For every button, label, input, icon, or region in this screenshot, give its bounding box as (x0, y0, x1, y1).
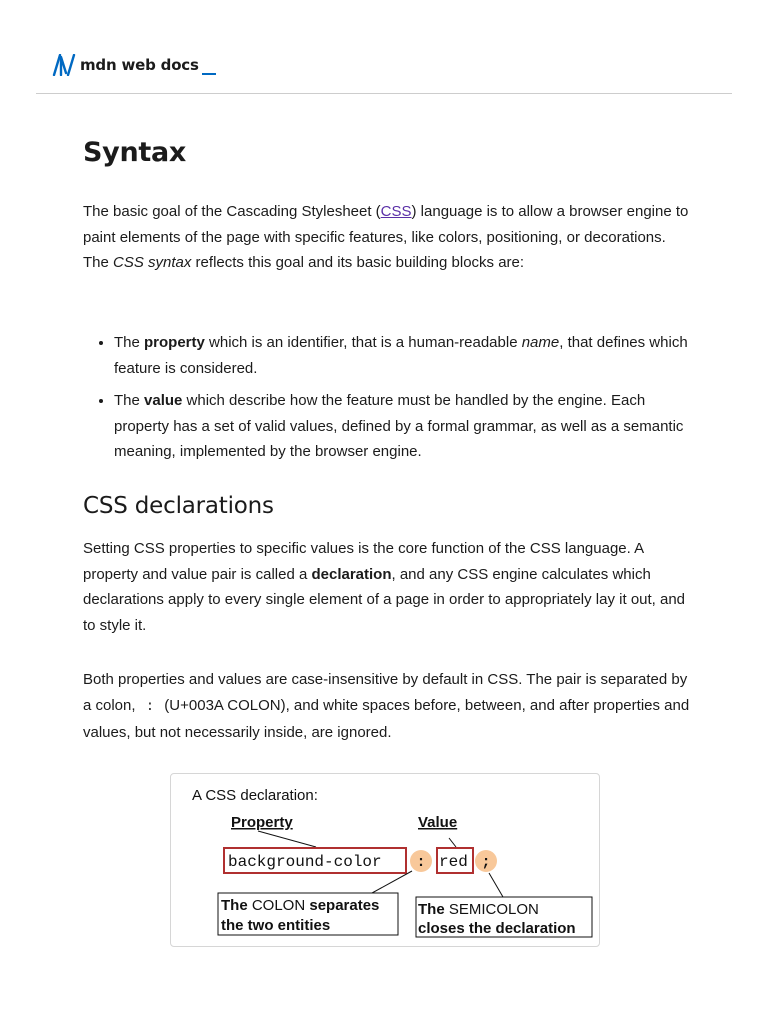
para-text: (U+003A COLON), and white spaces before, between, and after properties and values, but not necessarily inside, are ignored. (83, 696, 690, 742)
para-text: Setting CSS properties to specific values is the core function of the CSS language. A property and value pair is called a (83, 540, 644, 583)
page-title: Syntax (83, 137, 187, 168)
list-text: The (114, 392, 145, 410)
colon-code: : (145, 698, 155, 715)
colon-note-pointer (372, 871, 412, 893)
logo-text: mdn web docs (80, 56, 199, 74)
semicolon-note-pointer (489, 873, 503, 897)
term-declaration: declaration (311, 565, 392, 583)
header-divider (36, 93, 732, 94)
intro-text: The basic goal of the Cascading Stylesheet ( (83, 203, 381, 220)
mdn-logo[interactable] (52, 53, 216, 77)
intro-text: reflects this goal and its basic building blocks are: (191, 254, 525, 272)
list-text: which is an identifier, that is a human-readable (204, 334, 522, 351)
declarations-paragraph (83, 536, 693, 638)
semicolon-note-line1: The SEMICOLON (418, 901, 539, 918)
para-text: , and any CSS engine calculates which declarations apply to every single element of a page in order to appropriately lay it out, and to style it. (83, 565, 686, 634)
property-label: Property (231, 814, 293, 831)
colon-glyph: : (416, 854, 426, 871)
colon-note-line1: The COLON separates (221, 897, 380, 914)
list-text: , that defines which feature is considered. (114, 334, 688, 377)
colon-note-line2: the two entities (221, 917, 331, 934)
list-item-property (114, 330, 693, 381)
section-heading-declarations: CSS declarations (83, 493, 274, 519)
semicolon-note-line2: closes the declaration (418, 920, 576, 937)
list-text: The (114, 334, 145, 351)
mdn-logo-icon (52, 54, 76, 76)
value-label: Value (418, 814, 458, 831)
case-insensitive-paragraph (83, 667, 693, 746)
css-declaration-diagram (170, 773, 600, 947)
value-pointer (449, 838, 456, 847)
para-text: Both properties and values are case-insensitive by default in CSS. The pair is separated by a colon, (83, 671, 688, 714)
term-name: name (521, 334, 560, 351)
property-pointer (258, 831, 316, 847)
intro-paragraph (83, 199, 693, 276)
diagram-caption: A CSS declaration: (192, 787, 318, 804)
property-code: background-color (228, 853, 382, 871)
css-link[interactable]: CSS (380, 203, 412, 220)
logo-cursor (202, 73, 216, 75)
value-code: red (439, 853, 468, 871)
term-property: property (144, 334, 205, 351)
list-item-value (114, 388, 693, 465)
site-header (0, 0, 768, 94)
building-blocks-list (83, 330, 693, 472)
list-text: which describe how the feature must be handled by the engine. Each property has a set of valid values, defined by a formal grammar, as well as a semantic meaning, implemented by the browser engine. (114, 392, 684, 461)
intro-emphasis: CSS syntax (113, 254, 192, 272)
intro-text: ) language is to allow a browser engine to paint elements of the page with specific features, like colors, positioning, or decorations. The (83, 203, 689, 272)
diagram-svg (171, 774, 599, 946)
semicolon-glyph: ; (481, 854, 491, 871)
term-value: value (144, 392, 183, 410)
